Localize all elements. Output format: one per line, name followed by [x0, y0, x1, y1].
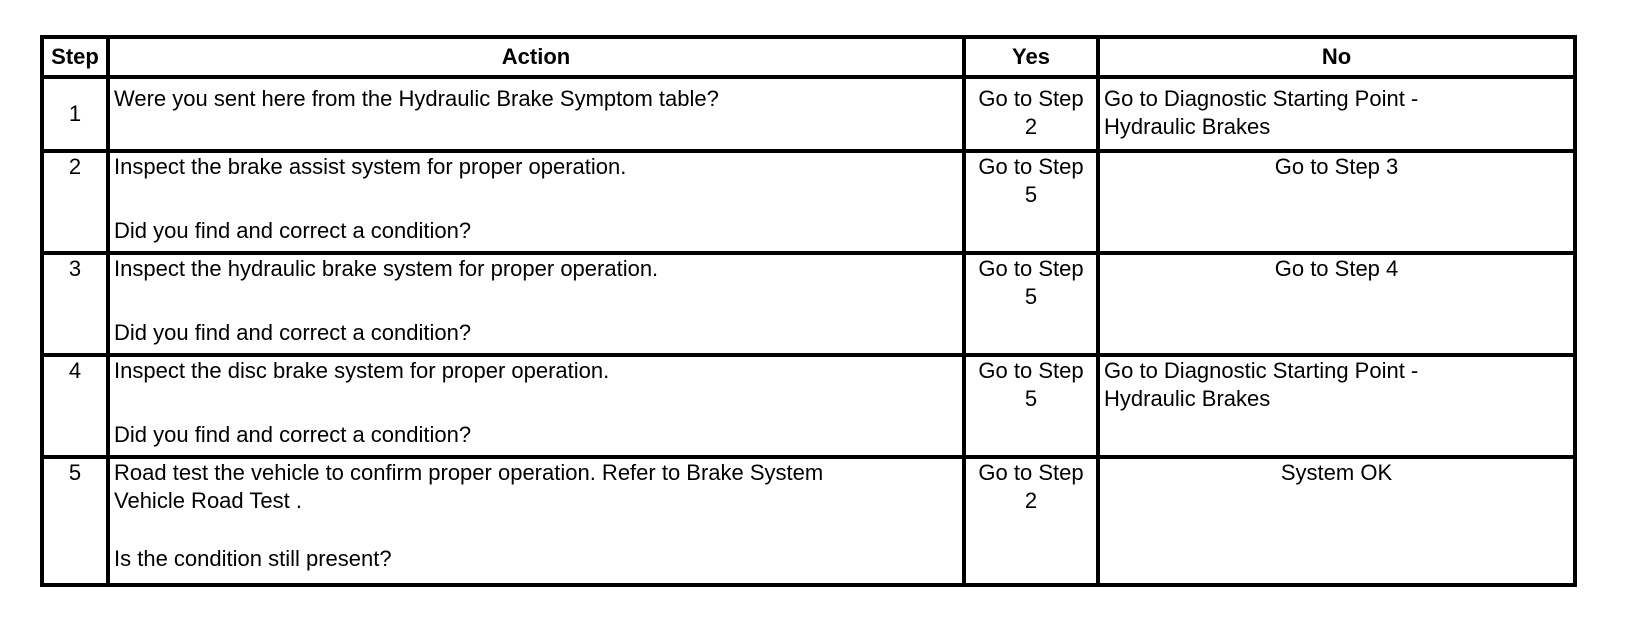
- table-row: [42, 457, 1575, 585]
- header-action: Action: [108, 37, 964, 77]
- step-number: 4: [42, 355, 108, 457]
- action-cell: [108, 253, 964, 355]
- yes-step: 5: [1024, 182, 1038, 207]
- no-cell: [1098, 253, 1575, 355]
- action-question: Did you find and correct a condition?: [114, 320, 472, 345]
- action-text-2: Vehicle Road Test .: [114, 488, 302, 513]
- action-text: Were you sent here from the Hydraulic Brake Symptom table?: [114, 86, 719, 111]
- yes-step: 5: [1024, 284, 1038, 309]
- no-cell: [1098, 457, 1575, 585]
- yes-text: Go to Step: [978, 460, 1084, 485]
- table-row: [42, 77, 1575, 151]
- no-text-2: Hydraulic Brakes: [1104, 386, 1271, 411]
- yes-text: Go to Step: [978, 86, 1084, 111]
- action-cell: [108, 151, 964, 253]
- action-text: Inspect the hydraulic brake system for proper operation.: [114, 256, 659, 281]
- yes-text: Go to Step: [978, 256, 1084, 281]
- table-row: [42, 253, 1575, 355]
- yes-cell: [964, 253, 1098, 355]
- no-text: Go to Step 3: [1274, 154, 1399, 179]
- step-number: 1: [42, 77, 108, 151]
- yes-step: 2: [1024, 114, 1038, 139]
- no-text: Go to Diagnostic Starting Point -: [1104, 358, 1419, 383]
- no-text: System OK: [1280, 460, 1393, 485]
- yes-cell: [964, 355, 1098, 457]
- action-text: Road test the vehicle to confirm proper operation. Refer to Brake System: [114, 460, 824, 485]
- step-number: 3: [42, 253, 108, 355]
- yes-text: Go to Step: [978, 154, 1084, 179]
- table-row: [42, 355, 1575, 457]
- action-cell: [108, 457, 964, 585]
- yes-step: 2: [1024, 488, 1038, 513]
- header-no: No: [1098, 37, 1575, 77]
- header-row: [42, 37, 1575, 77]
- no-cell: [1098, 151, 1575, 253]
- action-question: Is the condition still present?: [114, 546, 392, 571]
- yes-cell: [964, 151, 1098, 253]
- table-row: [42, 151, 1575, 253]
- no-text: Go to Diagnostic Starting Point -: [1104, 86, 1419, 111]
- no-cell: [1098, 355, 1575, 457]
- header-yes: Yes: [964, 37, 1098, 77]
- no-text-2: Hydraulic Brakes: [1104, 114, 1271, 139]
- action-cell: [108, 77, 964, 151]
- action-question: Did you find and correct a condition?: [114, 422, 472, 447]
- no-cell: [1098, 77, 1575, 151]
- action-question: Did you find and correct a condition?: [114, 218, 472, 243]
- yes-cell: [964, 77, 1098, 151]
- step-number: 2: [42, 151, 108, 253]
- header-step: Step: [42, 37, 108, 77]
- action-cell: [108, 355, 964, 457]
- action-text: Inspect the disc brake system for proper operation.: [114, 358, 610, 383]
- diagnostic-table: [40, 35, 1577, 587]
- action-text: Inspect the brake assist system for proper operation.: [114, 154, 627, 179]
- yes-cell: [964, 457, 1098, 585]
- yes-text: Go to Step: [978, 358, 1084, 383]
- step-number: 5: [42, 457, 108, 585]
- no-text: Go to Step 4: [1274, 256, 1399, 281]
- yes-step: 5: [1024, 386, 1038, 411]
